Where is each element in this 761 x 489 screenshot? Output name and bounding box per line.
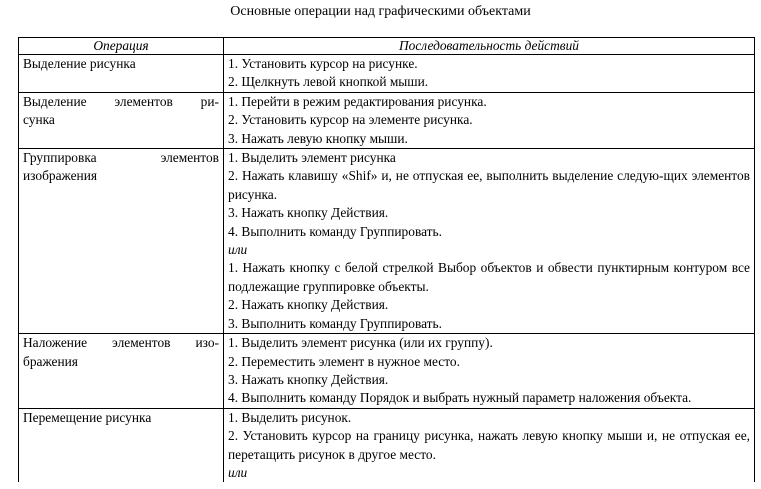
step-text: 1. Установить курсор на рисунке. xyxy=(228,56,418,71)
step-text: 2. Нажать кнопку Действия. xyxy=(228,297,389,313)
operation-text: Перемещение рисунка xyxy=(23,409,152,425)
step-text: 3. Выполнить команду Группировать. xyxy=(228,315,442,331)
table-row xyxy=(19,92,755,148)
operation-cell xyxy=(19,55,224,93)
operation-text: изображения xyxy=(23,168,98,184)
table-row xyxy=(19,149,755,334)
step-text: 1. Выделить элемент рисунка xyxy=(228,150,396,166)
step-text: 2. Установить курсор на элементе рисунка. xyxy=(228,112,473,128)
step-text: 1. Выделить рисунок. xyxy=(228,409,352,425)
steps-cell xyxy=(224,149,755,334)
operation-text: Группировка элементов xyxy=(23,150,219,166)
step-text: 2. Установить курсор на границу рисунка, нажать левую кнопку мыши и, не отпуская ее, перетащить рисунок в другое место. xyxy=(228,428,750,462)
steps-cell xyxy=(224,408,755,482)
header-steps: Последовательность действий xyxy=(224,38,755,55)
operation-text: Выделение элементов ри- xyxy=(23,93,219,109)
operation-text: Выделение рисунка xyxy=(23,56,136,71)
operations-table xyxy=(18,37,755,482)
operation-text: сунка xyxy=(23,112,55,128)
step-text: 2. Переместить элемент в нужное место. xyxy=(228,353,460,369)
operation-cell xyxy=(19,334,224,409)
steps-cell xyxy=(224,55,755,93)
step-text: 2. Щелкнуть левой кнопкой мыши. xyxy=(228,74,429,90)
table-row xyxy=(19,55,755,93)
header-operation: Операция xyxy=(19,38,224,55)
steps-cell xyxy=(224,92,755,148)
step-text: 1. Выделить элемент рисунка (или их группу). xyxy=(228,335,493,351)
document-title: Основные операции над графическими объектами xyxy=(230,4,531,19)
operation-text: бражения xyxy=(23,353,78,369)
operation-text: Наложение элементов изо- xyxy=(23,335,219,351)
step-text: 2. Нажать клавишу «Shif» и, не отпуская ее, выполнить выделение следую-щих элементов рисунка. xyxy=(228,168,750,202)
table-row xyxy=(19,408,755,482)
table-row xyxy=(19,334,755,409)
operation-cell xyxy=(19,408,224,482)
table-body xyxy=(19,55,755,483)
or-separator: или xyxy=(228,464,248,480)
operation-cell xyxy=(19,92,224,148)
step-text: 3. Нажать кнопку Действия. xyxy=(228,371,389,387)
step-text: 1. Нажать кнопку с белой стрелкой Выбор объектов и обвести пунктирным контуром все подлежащие группировке объекты. xyxy=(228,260,750,294)
or-separator: или xyxy=(228,242,248,258)
step-text: 3. Нажать кнопку Действия. xyxy=(228,205,389,221)
steps-cell xyxy=(224,334,755,409)
step-text: 1. Перейти в режим редактирования рисунка. xyxy=(228,93,487,109)
step-text: 3. Нажать левую кнопку мыши. xyxy=(228,130,408,146)
table-header-row xyxy=(19,38,755,55)
operation-cell xyxy=(19,149,224,334)
step-text: 4. Выполнить команду Порядок и выбрать нужный параметр наложения объекта. xyxy=(228,390,692,406)
step-text: 4. Выполнить команду Группировать. xyxy=(228,223,442,239)
